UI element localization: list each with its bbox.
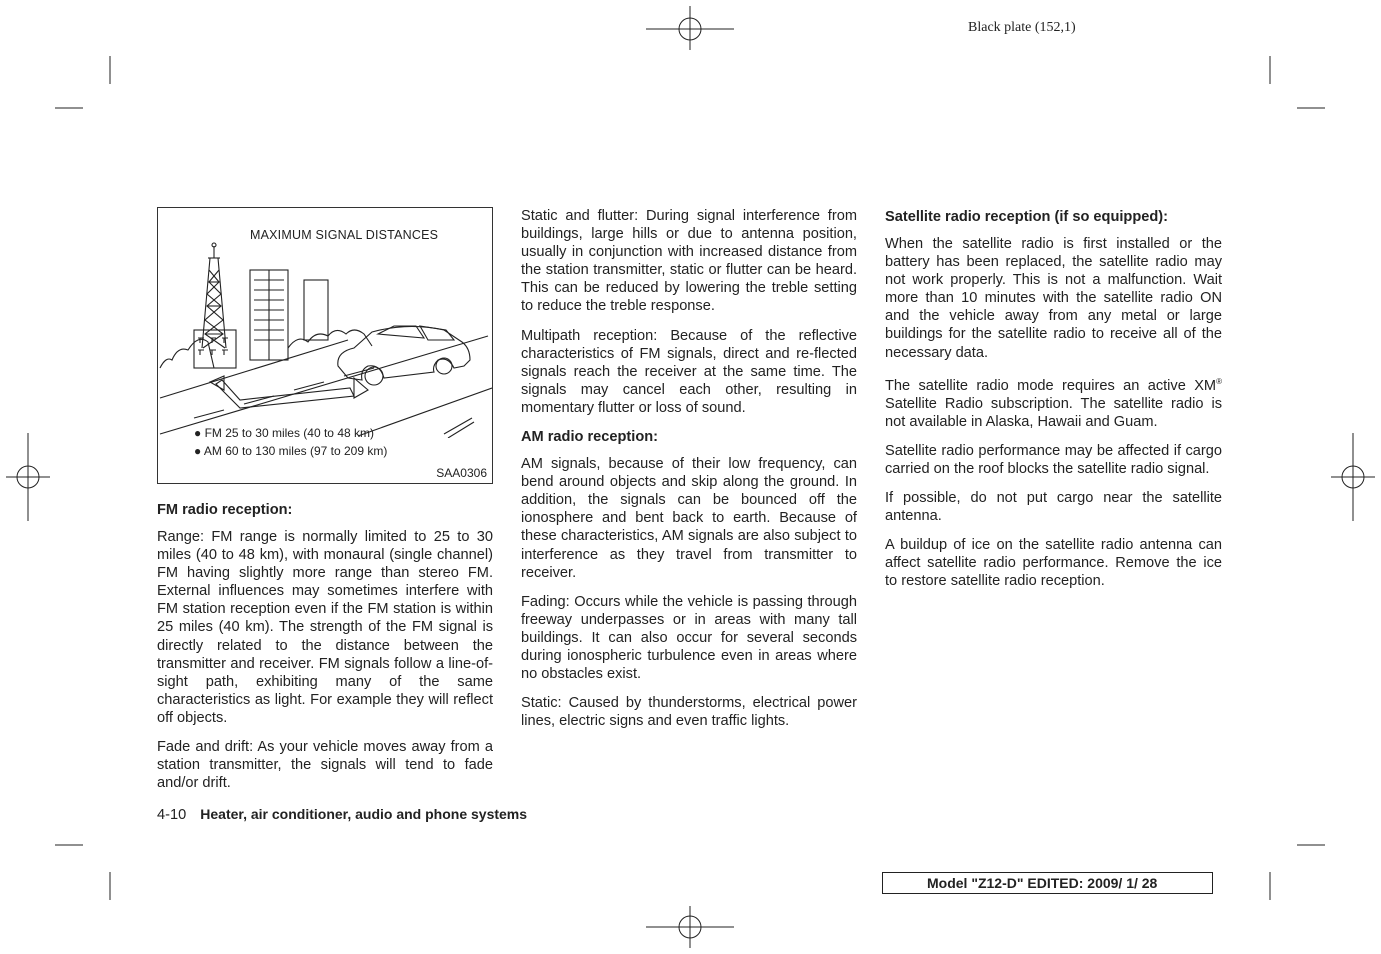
column-satellite: [885, 208, 1222, 601]
multipath-paragraph: Multipath reception: Because of the reflective characteristics of FM signals, direct and re-flected signals reach the receiver at the same time. The signals may cancel each other, resulting in momentary flutter or loss of sound.: [521, 327, 857, 416]
satellite-install-paragraph: When the satellite radio is first installed or the battery has been replaced, the satellite radio may not work properly. This is not a malfunction. Wait more than 10 minutes with the satellite radio ON and the vehicle away from any metal or large buildings for the satellite radio to receive all of the necessary data.: [885, 236, 1222, 361]
am-signals-paragraph: AM signals, because of their low frequency, can bend around objects and skip along the ground. In addition, the signals can be bounced off the ionosphere and bent back to earth. Because of these characteristics, AM signals are also subject to interference as they travel from transmitter to receiver.: [521, 456, 857, 581]
section-title: Heater, air conditioner, audio and phone systems: [200, 806, 528, 822]
plate-label: Black plate (152,1): [968, 20, 1076, 35]
am-bullet: ● AM 60 to 130 miles (97 to 209 km): [194, 444, 388, 458]
page-footer: [157, 806, 527, 823]
figure-bullets: [194, 424, 387, 460]
fading-paragraph: Fading: Occurs while the vehicle is passing through freeway underpasses or in areas with many tall buildings. It can also occur for several seconds during ionospheric turbulence even in areas where no obstacles exist.: [521, 593, 857, 683]
figure-code: SAA0306: [436, 466, 487, 480]
fade-drift-paragraph: Fade and drift: As your vehicle moves away from a station transmitter, the signals will tend to fade and/or drift.: [157, 739, 493, 792]
fm-heading: FM radio reception:: [157, 502, 293, 518]
fm-range-paragraph: Range: FM range is normally limited to 25 to 30 miles (40 to 48 km), with monaural (single channel) FM having slightly more range than stereo FM. External influences may sometimes interfere with FM station reception even if the FM station is within 25 miles (40 km). The strength of the FM signal is directly related to the distance between the transmitter and receiver. FM signals follow a line-of-sight path, exhibiting many of the same characteristics as light. For example they will reflect off objects.: [157, 529, 493, 726]
column-am: [521, 207, 857, 741]
am-heading: AM radio reception:: [521, 429, 659, 446]
satellite-heading: Satellite radio reception (if so equipped):: [885, 209, 1168, 225]
signal-distance-figure: [157, 207, 493, 484]
column-fm: [157, 501, 493, 803]
figure-title: MAXIMUM SIGNAL DISTANCES: [250, 228, 439, 242]
model-edit-box: Model "Z12-D" EDITED: 2009/ 1/ 28: [882, 872, 1213, 894]
satellite-cargo-paragraph: Satellite radio performance may be affected if cargo carried on the roof blocks the satellite radio signal.: [885, 442, 1222, 477]
satellite-ice-paragraph: A buildup of ice on the satellite radio antenna can affect satellite radio performance. Remove the ice to restore satellite radio reception.: [885, 537, 1222, 590]
page-number: 4-10: [157, 807, 187, 823]
static-flutter-paragraph: Static and flutter: During signal interference from buildings, large hills or due to antenna position, usually in conjunction with increased distance from the station transmitter, static or flutter can be heard. This can be reduced by lowering the treble setting to reduce the treble response.: [521, 208, 857, 315]
satellite-antenna-paragraph: If possible, do not put cargo near the satellite antenna.: [885, 489, 1222, 525]
static-paragraph: Static: Caused by thunderstorms, electrical power lines, electric signs and even traffic lights.: [521, 695, 857, 730]
satellite-subscription-paragraph: The satellite radio mode requires an active XM® Satellite Radio subscription. The satellite radio is not available in Alaska, Hawaii and Guam.: [885, 376, 1222, 430]
radio-tower-illustration: [158, 238, 492, 438]
fm-bullet: ● FM 25 to 30 miles (40 to 48 km): [194, 426, 374, 440]
